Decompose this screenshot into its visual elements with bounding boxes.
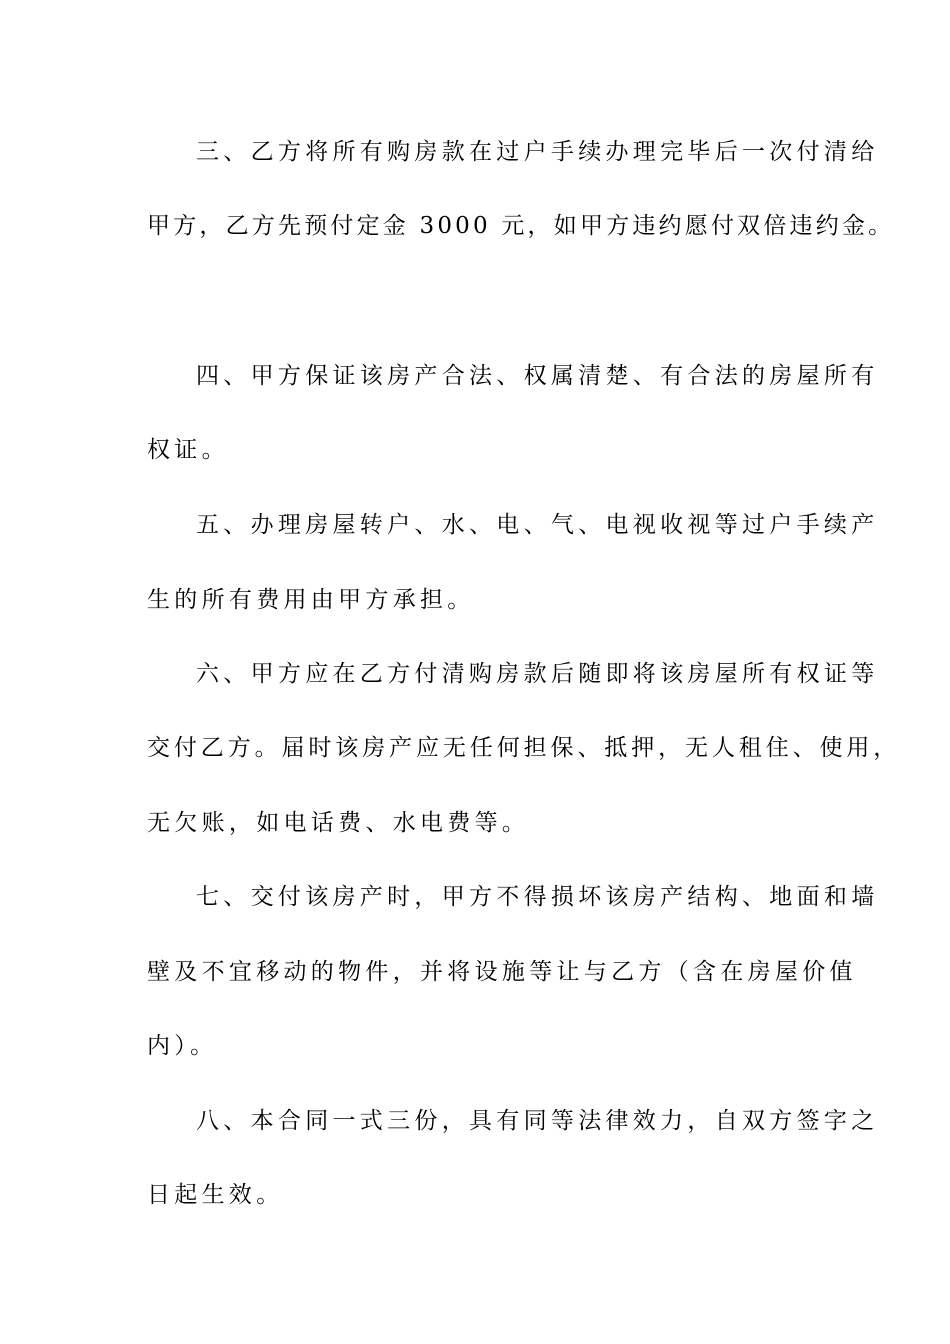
clause-4-line-1: 四、甲方保证该房产合法、权属清楚、有合法的房屋所有 (196, 363, 879, 389)
clause-6-line-1: 六、甲方应在乙方付清购房款后随即将该房屋所有权证等 (196, 661, 879, 687)
clause-8-line-2: 日起生效。 (147, 1182, 284, 1208)
clause-7-line-2: 壁及不宜移动的物件，并将设施等让与乙方（含在房屋价值 (147, 959, 857, 985)
clause-3-line-1: 三、乙方将所有购房款在过户手续办理完毕后一次付清给 (196, 139, 879, 165)
clause-4-line-2: 权证。 (147, 437, 229, 463)
clause-5-line-1: 五、办理房屋转户、水、电、气、电视收视等过户手续产 (196, 512, 879, 538)
clause-6-line-3: 无欠账，如电话费、水电费等。 (147, 810, 530, 836)
clause-5-line-2: 生的所有费用由甲方承担。 (147, 587, 475, 613)
clause-7-line-3: 内）。 (147, 1033, 218, 1059)
clause-6-line-2: 交付乙方。届时该房产应无任何担保、抵押，无人租住、使用， (147, 735, 901, 761)
clause-8-line-1: 八、本合同一式三份，具有同等法律效力，自双方签字之 (196, 1108, 879, 1134)
clause-3-line-2: 甲方，乙方先预付定金 3000 元，如甲方违约愿付双倍违约金。 (147, 213, 895, 239)
clause-7-line-1: 七、交付该房产时，甲方不得损坏该房产结构、地面和墙 (196, 884, 879, 910)
